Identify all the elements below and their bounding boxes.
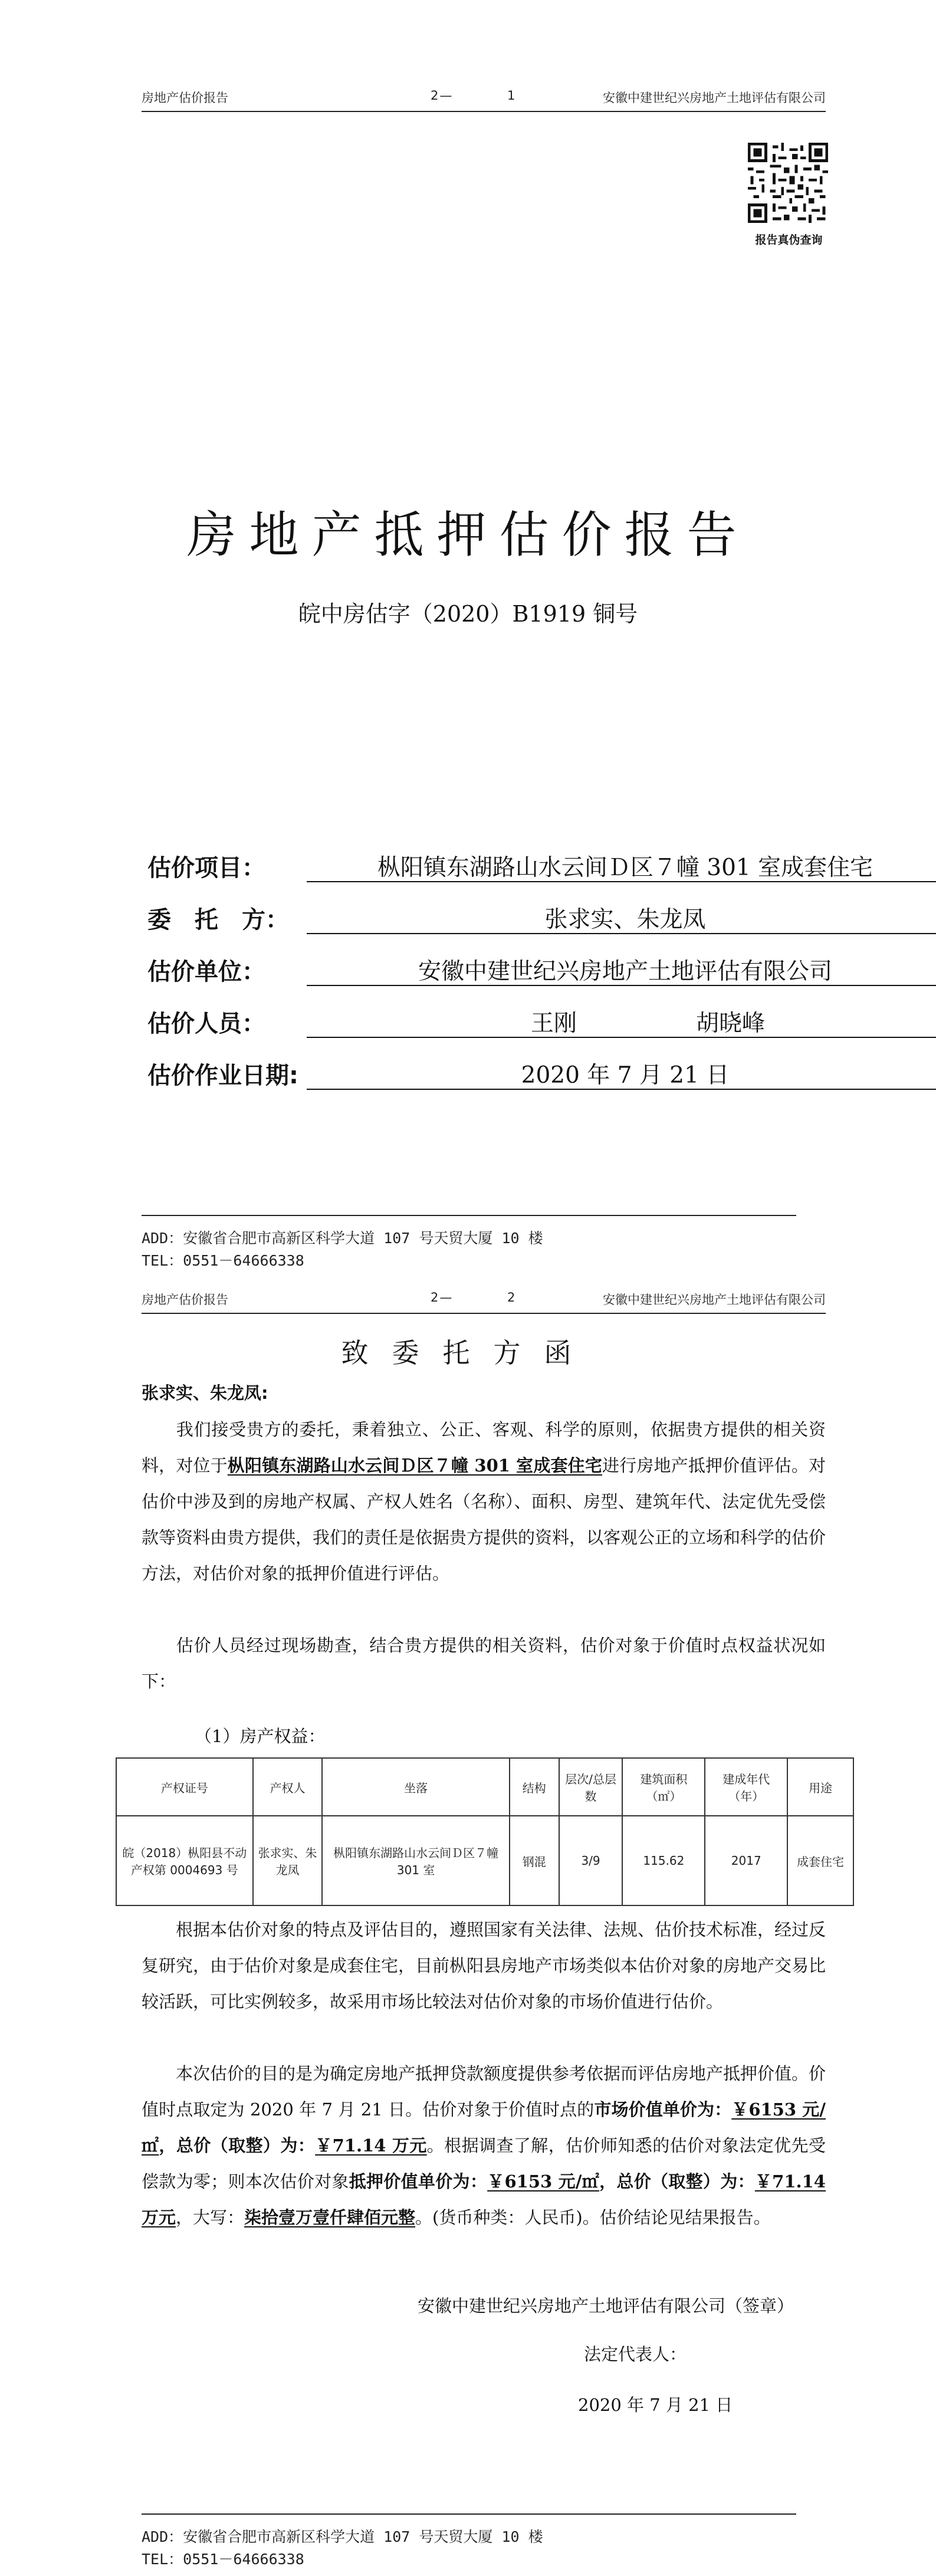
paragraph-text: 我们接受贵方的委托，秉着独立、公正、客观、科学的原则，依据贵方提供的相关资料，对位于 [142, 1420, 826, 1476]
page-header [142, 1290, 826, 1308]
letter-paragraph-1 [142, 1412, 826, 1592]
letter-paragraph-3 [142, 1912, 826, 2020]
mortgage-total-value: ￥71.14 万元 [142, 2171, 826, 2227]
table-header-row [116, 1758, 853, 1816]
col-header-area: 建筑面积（㎡） [622, 1758, 705, 1816]
footer-divider [142, 2513, 796, 2515]
report-title: 房地产抵押估价报告 [186, 506, 750, 564]
property-rights-table [116, 1757, 854, 1906]
qr-verify-label: 报告真伪查询 [755, 234, 823, 247]
col-header-cert-no: 产权证号 [116, 1758, 253, 1816]
paragraph-text: 进行房地产抵押价值评估。对估价中涉及到的房地产权属、产权人姓名（名称）、面积、房型、建筑年代、法定优先受偿款等资料由贵方提供，我们的责任是依据贵方提供的资料，以客观公正的立场和科学的估价方法，对估价对象的抵押价值进行评估。 [142, 1455, 826, 1583]
header-page-number: 2 [507, 1290, 515, 1305]
market-unit-price-label: 市场价值单价为： [594, 2099, 732, 2120]
col-header-location: 坐落 [322, 1758, 509, 1816]
header-doc-type: 房地产估价报告 [142, 91, 228, 105]
cell-structure: 钢混 [510, 1816, 559, 1905]
cell-cert-no: 皖（2018）枞阳县不动产权第 0004693 号 [116, 1816, 253, 1905]
field-appraisers [147, 1005, 796, 1037]
cell-owner: 张求实、朱龙凤 [253, 1816, 323, 1905]
mortgage-total-label: ，总价（取整）为： [599, 2171, 755, 2191]
property-address: 枞阳镇东湖路山水云间Ｄ区７幢 301 室成套住宅 [227, 1455, 603, 1476]
mortgage-total-uppercase: 柒拾壹万壹仟肆佰元整 [244, 2207, 416, 2227]
cell-area: 115.62 [622, 1816, 705, 1905]
footer-tel: TEL：0551－64666338 [142, 2551, 304, 2568]
header-divider [142, 111, 826, 112]
market-total-value: ￥71.14 万元 [315, 2135, 427, 2156]
footer-divider [142, 1215, 796, 1216]
header-page-number: 1 [507, 88, 515, 103]
footer-address: ADD：安徽省合肥市高新区科学大道 107 号天贸大厦 10 楼 [142, 2528, 543, 2545]
paragraph-text: 。(货币种类：人民币)。估价结论见结果报告。 [415, 2207, 771, 2227]
letter-paragraph-2 [142, 1628, 826, 1700]
field-appraiser-company-value: 安徽中建世纪兴房地产土地评估有限公司 [418, 958, 832, 985]
col-header-usage: 用途 [787, 1758, 853, 1816]
paragraph-text: 估价人员经过现场勘查，结合贵方提供的相关资料，估价对象于价值时点权益状况如下： [142, 1635, 826, 1691]
market-total-label: ，总价（取整）为： [159, 2135, 316, 2156]
cell-floor: 3/9 [559, 1816, 623, 1905]
page-header [142, 88, 826, 106]
field-appraiser-2: 胡晓峰 [696, 1010, 766, 1037]
market-unit-price-value: ￥6153 元/㎡ [142, 2099, 826, 2156]
field-appraisers-label: 估价人员： [147, 1010, 265, 1037]
field-client [147, 901, 796, 934]
mortgage-unit-price-value: ￥6153 元/㎡ [487, 2171, 600, 2191]
col-header-owner: 产权人 [253, 1758, 323, 1816]
underline [307, 985, 936, 986]
field-appraiser-company-label: 估价单位： [147, 958, 265, 985]
col-header-structure: 结构 [510, 1758, 559, 1816]
field-project [147, 849, 873, 882]
paragraph-text: 根据本估价对象的特点及评估目的，遵照国家有关法律、法规、估价技术标准，经过反复研究，由于估价对象是成套住宅，目前枞阳县房地产市场类似本估价对象的房地产交易比较活跃，可比实例较多，故采用市场比较法对估价对象的市场价值进行估价。 [142, 1920, 826, 2012]
field-project-label: 估价项目： [147, 855, 265, 882]
paragraph-text: 。根据调查了解，估价师知悉的估价对象法定优先受偿款为零；则本次估价对象 [142, 2135, 826, 2191]
table-row [116, 1816, 853, 1905]
field-work-date-label: 估价作业日期: [147, 1062, 298, 1089]
field-project-value: 枞阳镇东湖路山水云间Ｄ区７幢 301 室成套住宅 [377, 855, 873, 881]
footer-tel: TEL：0551－64666338 [142, 1252, 304, 1269]
letter-title: 致委托方函 [341, 1337, 595, 1369]
signature-legal-rep: 法定代表人： [584, 2344, 687, 2364]
letter-salutation: 张求实、朱龙凤: [142, 1383, 268, 1403]
field-client-value: 张求实、朱龙凤 [544, 906, 706, 933]
field-work-date [147, 1057, 796, 1089]
field-appraiser-1: 王刚 [531, 1010, 577, 1037]
paragraph-text: ，大写： [176, 2207, 245, 2227]
field-work-date-value: 2020 年 7 月 21 日 [521, 1062, 730, 1089]
qr-code-icon[interactable] [748, 143, 828, 223]
mortgage-unit-price-label: 抵押价值单价为： [349, 2171, 488, 2191]
header-divider [142, 1313, 826, 1314]
letter-paragraph-4 [142, 2056, 826, 2236]
signature-company: 安徽中建世纪兴房地产土地评估有限公司（签章） [418, 2296, 794, 2316]
section-subheading: （1）房产权益： [195, 1726, 326, 1746]
cell-location: 枞阳镇东湖路山水云间Ｄ区７幢 301 室 [322, 1816, 509, 1905]
field-client-label: 委 托 方： [147, 906, 289, 934]
paragraph-text: 本次估价的目的是为确定房地产抵押贷款额度提供参考依据而评估房地产抵押价值。价值时点取定为 2020 年 7 月 21 日。估价对象于价值时点的 [142, 2064, 826, 2120]
field-appraiser-company [147, 953, 832, 985]
cell-usage: 成套住宅 [787, 1816, 853, 1905]
underline [307, 1037, 936, 1038]
header-page-prefix: 2— [431, 1290, 454, 1305]
underline [307, 1089, 936, 1090]
header-doc-type: 房地产估价报告 [142, 1293, 228, 1307]
report-reference-number: 皖中房估字（2020）B1919 铜号 [298, 601, 638, 627]
signature-date: 2020 年 7 月 21 日 [578, 2395, 733, 2415]
header-company: 安徽中建世纪兴房地产土地评估有限公司 [603, 1293, 826, 1307]
underline [307, 933, 936, 934]
cell-built-year: 2017 [705, 1816, 787, 1905]
header-page-prefix: 2— [431, 88, 454, 103]
report-cover-page [0, 0, 936, 1280]
letter-page [0, 1280, 936, 2576]
footer-address: ADD：安徽省合肥市高新区科学大道 107 号天贸大厦 10 楼 [142, 1230, 543, 1247]
col-header-floor: 层次/总层数 [559, 1758, 623, 1816]
header-company: 安徽中建世纪兴房地产土地评估有限公司 [603, 91, 826, 105]
underline [307, 881, 936, 882]
col-header-built-year: 建成年代（年） [705, 1758, 787, 1816]
